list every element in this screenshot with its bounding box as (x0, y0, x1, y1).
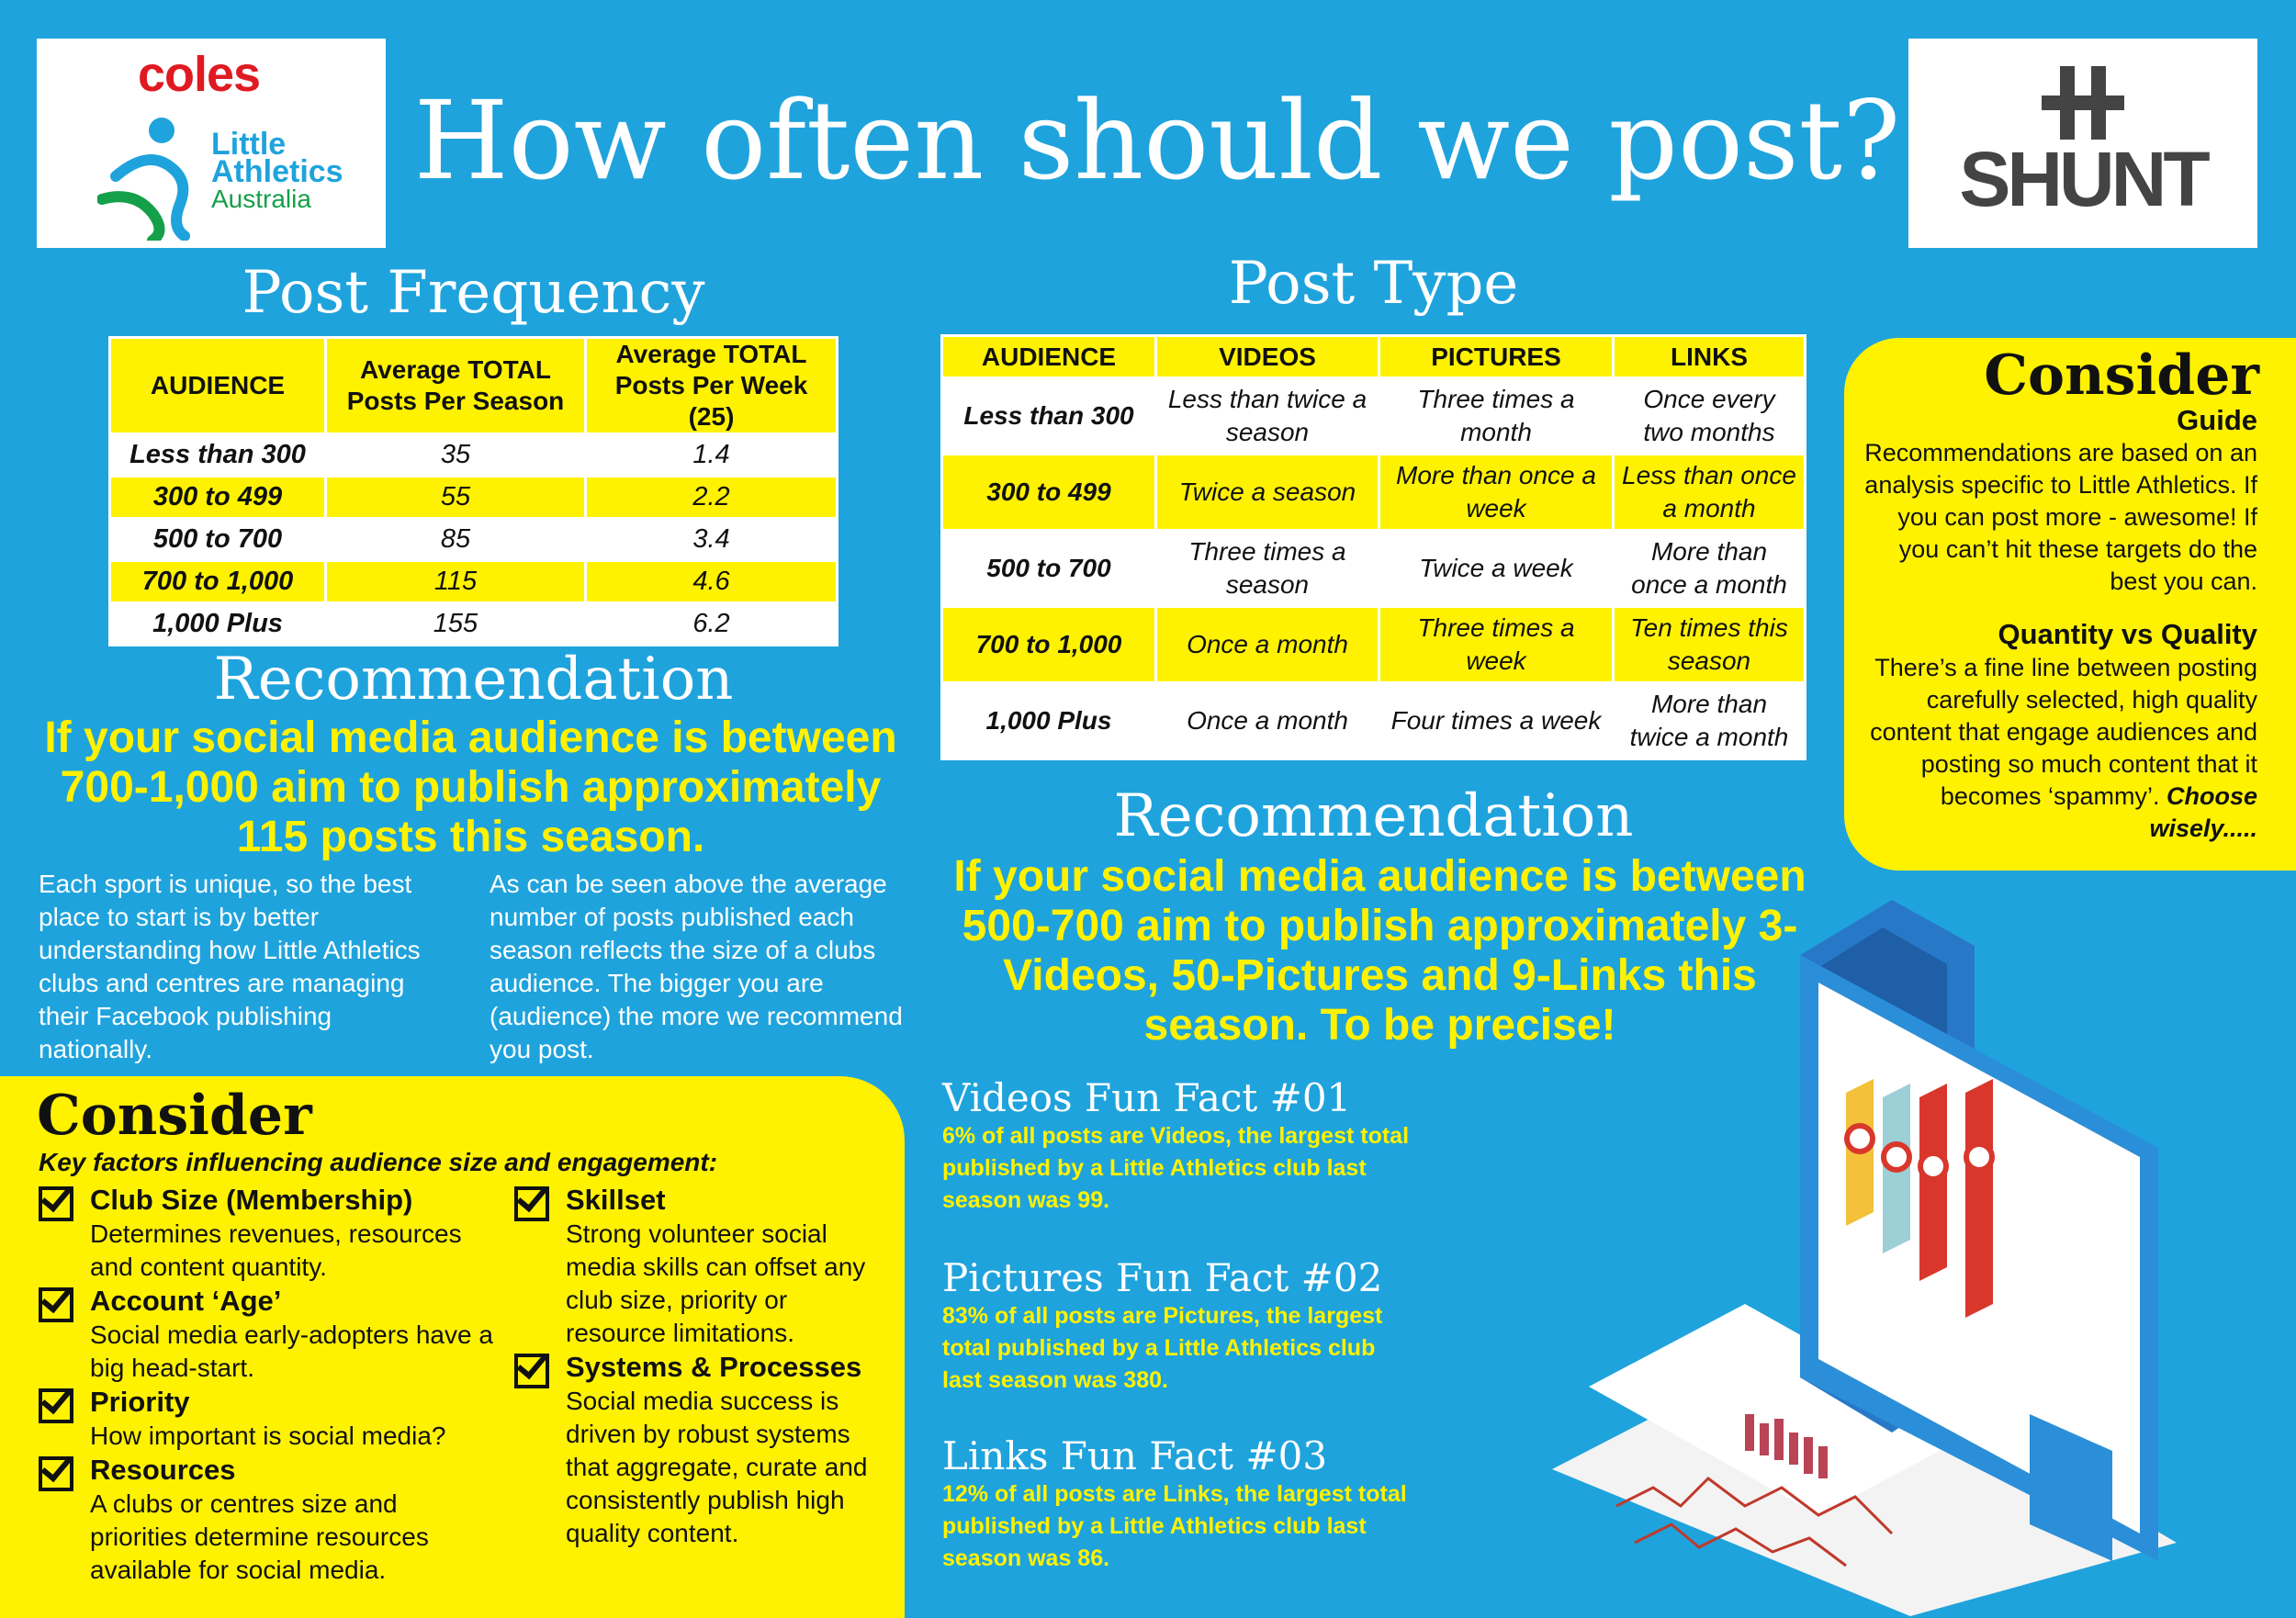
consider-subtitle: Key factors influencing audience size and engagement: (39, 1148, 718, 1176)
table-cell: Ten times this season (1614, 607, 1806, 683)
consider-factors-title: Consider (37, 1084, 312, 1148)
checkbox-icon (39, 1456, 73, 1491)
factor-item: Priority How important is social media? (39, 1385, 498, 1453)
table-header-cell: AUDIENCE (110, 338, 326, 434)
table-header-row (942, 336, 1806, 378)
table-cell: Once a month (1156, 607, 1379, 683)
table-cell: 115 (326, 561, 586, 603)
table-cell: More than once a month (1614, 531, 1806, 607)
little-athletics-logo (37, 39, 386, 248)
guide-text: Recommendations are based on an analysis specific to Little Athletics. If you can post more - awesome! If you can’t hit these targets do the best you can. (1864, 439, 2257, 595)
shunt-logo (1908, 39, 2257, 248)
table-cell: 700 to 1,000 (110, 561, 326, 603)
little-athletics-wordmark: Little Athletics Australia (211, 127, 343, 213)
table-header-cell: VIDEOS (1156, 336, 1379, 378)
fun-fact-title: Videos Fun Fact #01 (942, 1075, 1352, 1120)
consider-guide-title: Consider (1984, 343, 2259, 408)
table-cell: 2.2 (586, 477, 838, 519)
coles-wordmark: coles (138, 47, 261, 102)
guide-heading: Guide (2177, 404, 2257, 436)
fun-fact-text: 6% of all posts are Videos, the largest total published by a Little Athletics club last season was 99. (942, 1123, 1410, 1213)
table-cell: Three times a month (1379, 378, 1614, 455)
factor-item: Account ‘Age’ Social media early-adopters have a big head-start. (39, 1284, 498, 1385)
table-cell: Less than twice a season (1156, 378, 1379, 455)
table-cell: 1.4 (586, 434, 838, 477)
table-cell: 300 to 499 (942, 455, 1156, 531)
table-cell: Twice a season (1156, 455, 1379, 531)
fun-fact (942, 1256, 1420, 1397)
table-cell: 55 (326, 477, 586, 519)
consider-factors-panel (0, 1076, 905, 1618)
table-cell: 500 to 700 (110, 519, 326, 561)
table-header-cell: Average TOTAL Posts Per Season (326, 338, 586, 434)
table-cell: 700 to 1,000 (942, 607, 1156, 683)
table-cell: Three times a season (1156, 531, 1379, 607)
fun-fact-title: Links Fun Fact #03 (942, 1433, 1328, 1478)
fun-fact (942, 1076, 1420, 1217)
recommendation-left-title: Recommendation (213, 646, 734, 713)
table-cell: 4.6 (586, 561, 838, 603)
factor-item: Systems & Processes Social media success is driven by robust systems that aggregate, curate and consistently publish high quality content. (514, 1350, 882, 1550)
recommendation-right-highlight: If your social media audience is between 500-700 aim to publish approximately 3-Videos, 50-Pictures and 9-Links this season. To be precise! (953, 852, 1806, 1050)
fun-fact (942, 1434, 1420, 1575)
table-cell: 500 to 700 (942, 531, 1156, 607)
post-type-table (940, 334, 1806, 760)
post-frequency-title: Post Frequency (242, 259, 705, 327)
table-cell: 85 (326, 519, 586, 561)
table-row (110, 561, 838, 603)
fun-fact-text: 12% of all posts are Links, the largest total published by a Little Athletics club last season was 86. (942, 1481, 1407, 1571)
table-row (942, 455, 1806, 531)
table-row (110, 603, 838, 646)
table-cell: Four times a week (1379, 683, 1614, 759)
table-cell: Once every two months (1614, 378, 1806, 455)
recommendation-left-highlight: If your social media audience is between 700-1,000 aim to publish approximately 115 posts this season. (44, 713, 897, 861)
post-frequency-table (108, 336, 838, 646)
table-cell: More than once a week (1379, 455, 1614, 531)
factor-item: Skillset Strong volunteer social media skills can offset any club size, priority or resource limitations. (514, 1183, 882, 1350)
table-cell: 300 to 499 (110, 477, 326, 519)
table-row (942, 607, 1806, 683)
table-cell: Less than 300 (110, 434, 326, 477)
runner-icon (97, 112, 226, 241)
factor-item: Club Size (Membership) Determines revenues, resources and content quantity. (39, 1183, 498, 1284)
recommendation-left-col1: Each sport is unique, so the best place to start is by better understanding how Little Athletics clubs and centres are managing their Facebook publishing nationally. (39, 870, 421, 1063)
factor-item: Resources A clubs or centres size and priorities determine resources available for social media. (39, 1453, 498, 1587)
table-cell: Less than once a month (1614, 455, 1806, 531)
table-header-cell: PICTURES (1379, 336, 1614, 378)
table-cell: Twice a week (1379, 531, 1614, 607)
table-row (110, 477, 838, 519)
page-title: How often should we post? (413, 77, 1901, 204)
quantity-quality-text: There’s a fine line between posting carefully selected, high quality content that engage audiences and posting so much content that it becomes ‘spammy’. Choose wisely..... (1870, 654, 2257, 842)
recommendation-left-col2: As can be seen above the average number of posts published each season reflects the size of a clubs audience. The bigger you are (audience) the more we recommend you post. (490, 870, 903, 1063)
shunt-cross-icon (2042, 66, 2124, 140)
table-cell: More than twice a month (1614, 683, 1806, 759)
recommendation-right-title: Recommendation (1113, 782, 1634, 850)
analytics-monitor-illustration (1515, 900, 2296, 1616)
quantity-quality-heading: Quantity vs Quality (1998, 618, 2257, 650)
checkbox-icon (39, 1287, 73, 1322)
table-cell: 1,000 Plus (942, 683, 1156, 759)
table-header-cell: LINKS (1614, 336, 1806, 378)
table-row (942, 531, 1806, 607)
checkbox-icon (39, 1186, 73, 1221)
fun-fact-text: 83% of all posts are Pictures, the largest total published by a Little Athletics club last season was 380. (942, 1303, 1383, 1393)
consider-guide-panel (1844, 338, 2296, 871)
checkbox-icon (514, 1354, 549, 1388)
table-cell: Three times a week (1379, 607, 1614, 683)
checkbox-icon (39, 1388, 73, 1423)
table-cell: Less than 300 (942, 378, 1156, 455)
table-cell: 1,000 Plus (110, 603, 326, 646)
fun-fact-title: Pictures Fun Fact #02 (942, 1255, 1383, 1300)
table-row (110, 434, 838, 477)
table-cell: Once a month (1156, 683, 1379, 759)
table-cell: 155 (326, 603, 586, 646)
table-header-cell: AUDIENCE (942, 336, 1156, 378)
table-row (942, 378, 1806, 455)
table-header-cell: Average TOTAL Posts Per Week (25) (586, 338, 838, 434)
table-row (110, 519, 838, 561)
table-cell: 35 (326, 434, 586, 477)
table-row (942, 683, 1806, 759)
table-header-row (110, 338, 838, 434)
table-cell: 3.4 (586, 519, 838, 561)
table-cell: 6.2 (586, 603, 838, 646)
shunt-wordmark: SHUNT (1959, 136, 2207, 222)
checkbox-icon (514, 1186, 549, 1221)
post-type-title: Post Type (1228, 250, 1519, 318)
